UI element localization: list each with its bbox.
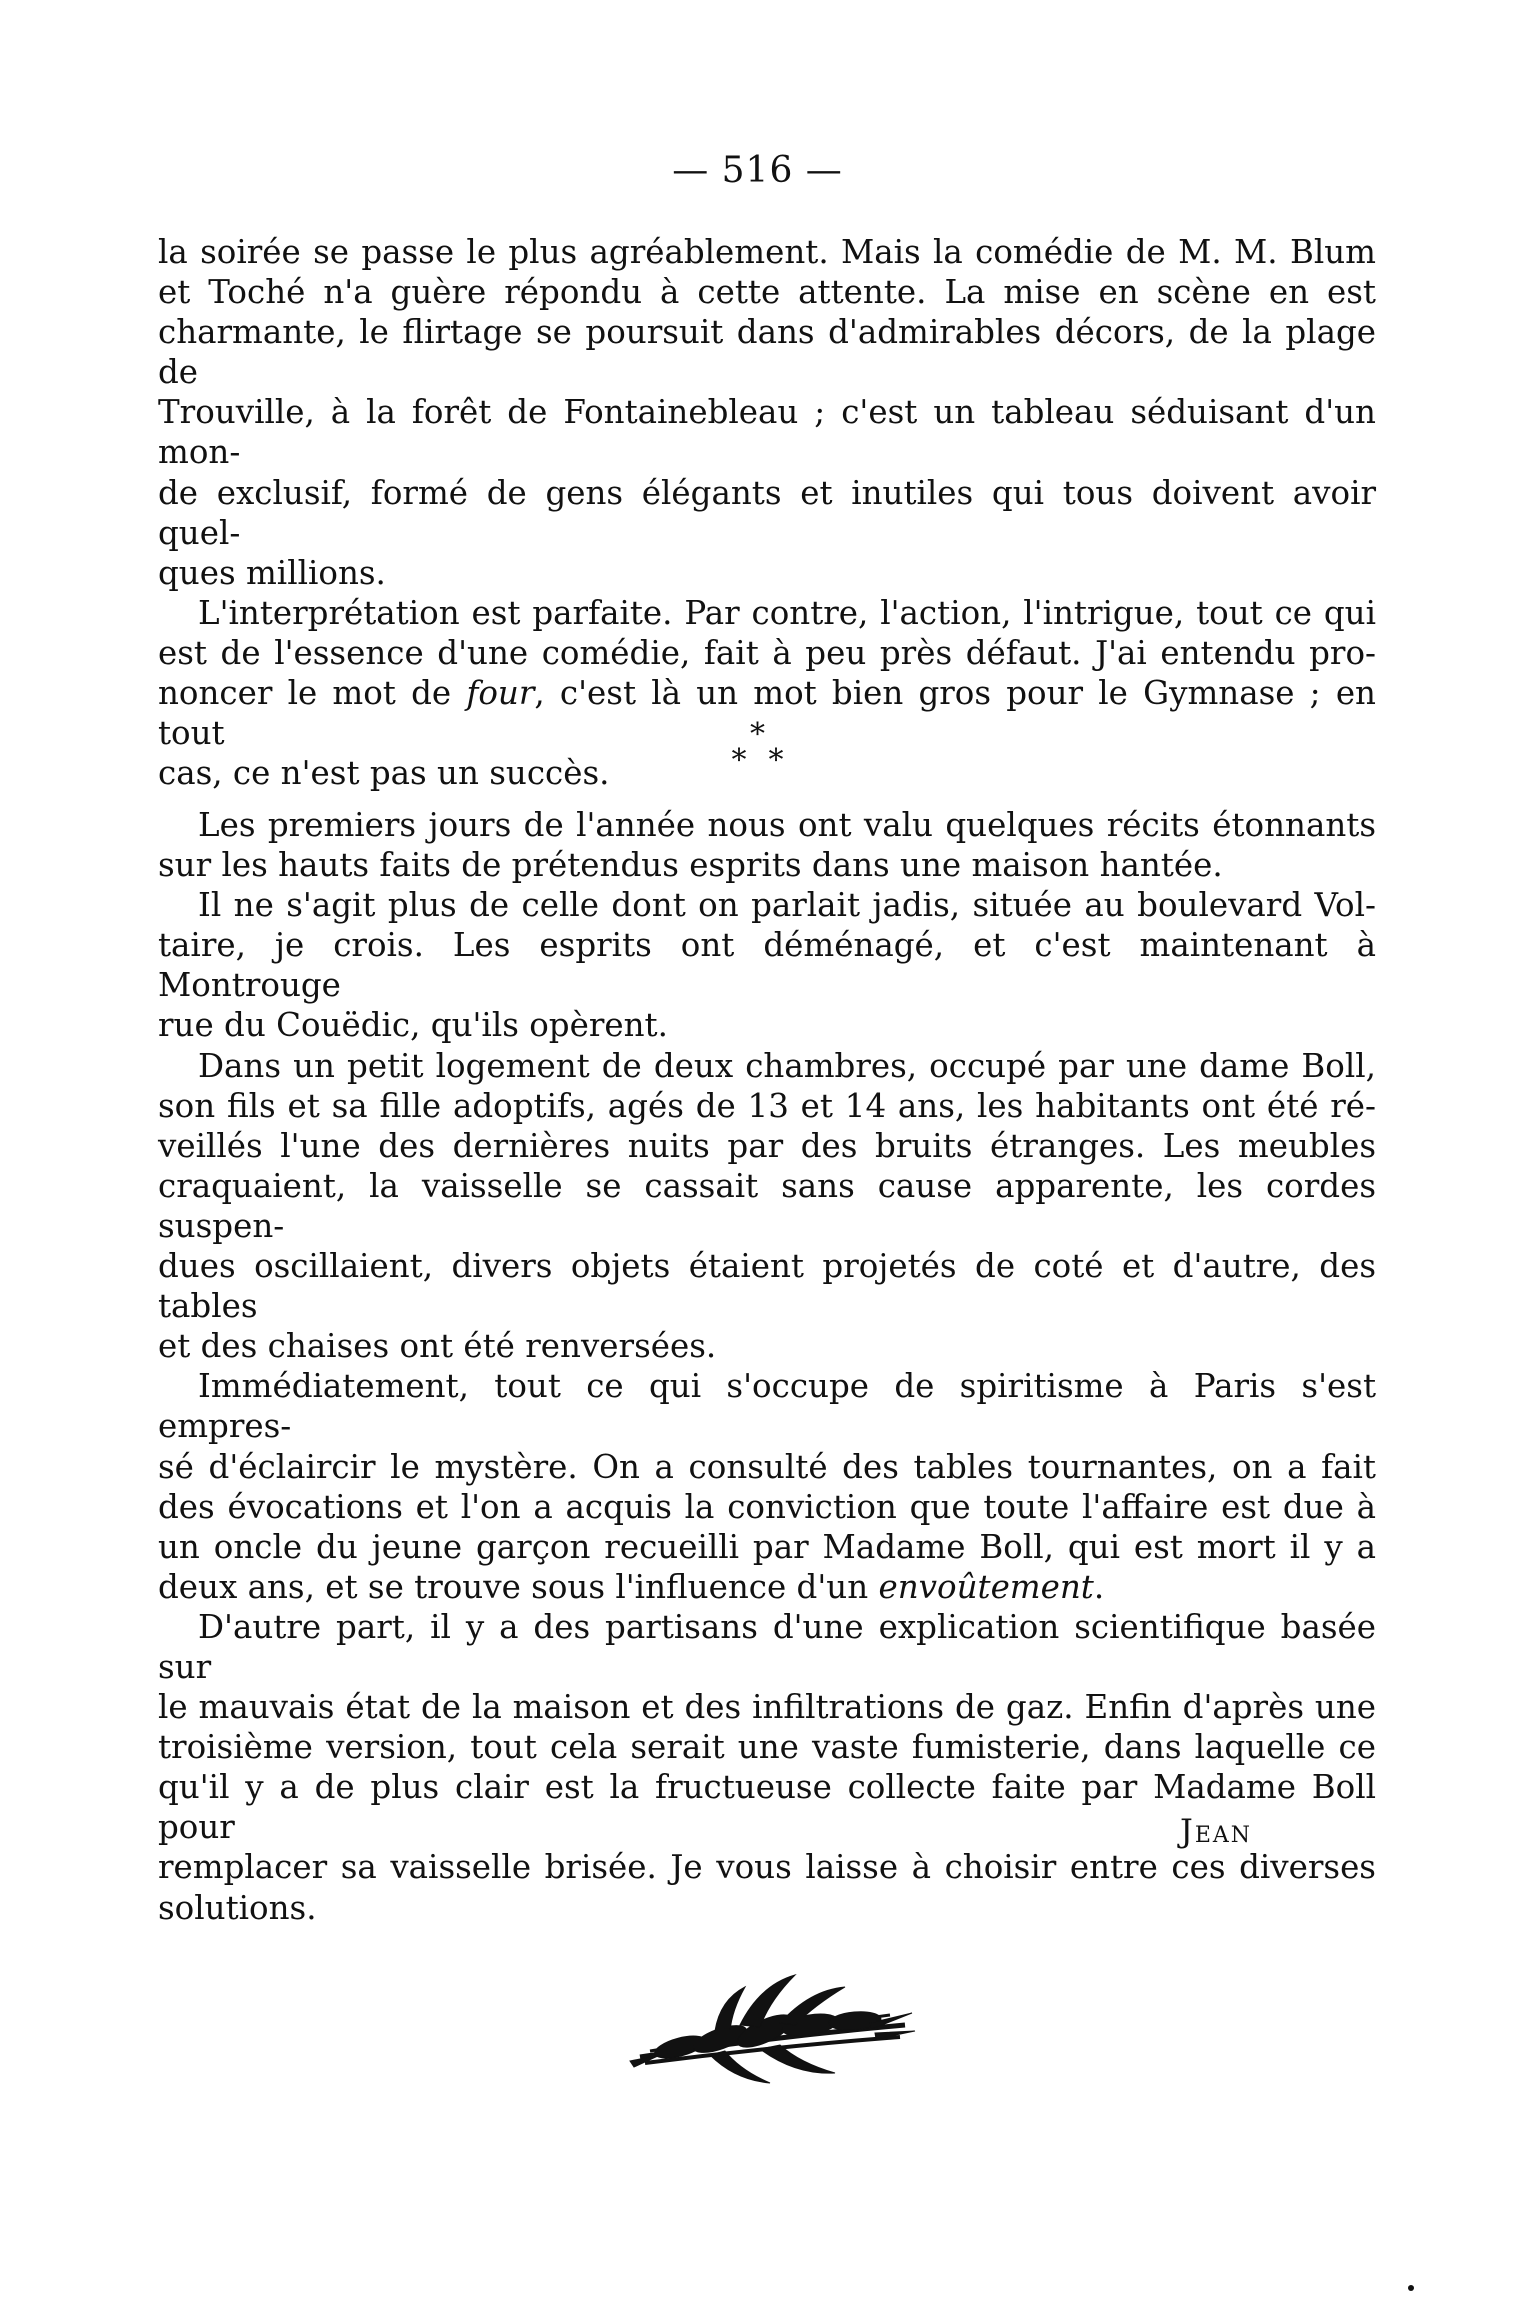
text-line: D'autre part, il y a des partisans d'une explication scientifique basée sur <box>158 1607 1376 1686</box>
text-line: un oncle du jeune garçon recueilli par Madame Boll, qui est mort il y a <box>158 1527 1376 1566</box>
text-line-with-italic <box>158 1567 1376 1607</box>
text-line: de exclusif, formé de gens élégants et inutiles qui tous doivent avoir quel- <box>158 473 1376 552</box>
paragraph-4 <box>158 885 1376 1045</box>
text-line: veillés l'une des dernières nuits par des bruits étranges. Les meubles <box>158 1126 1376 1165</box>
page-number: — 516 — <box>672 150 843 191</box>
text-line: le mauvais état de la maison et des infiltrations de gaz. Enfin d'après une <box>158 1688 1376 1727</box>
paragraph-5 <box>158 1046 1376 1367</box>
signature: Jean <box>1180 1812 1253 1850</box>
text-line: ques millions. <box>158 553 386 592</box>
text-line: des évocations et l'on a acquis la conviction que toute l'affaire est due à <box>158 1487 1376 1526</box>
text-line: et des chaises ont été renversées. <box>158 1327 717 1366</box>
text-line: taire, je crois. Les esprits ont déménagé, et c'est maintenant à Montrouge <box>158 926 1376 1005</box>
text-segment: deux ans, et se trouve sous l'influence d'un <box>158 1567 879 1606</box>
text-line: son fils et sa fille adoptifs, agés de 13 et 14 ans, les habitants ont été ré- <box>158 1086 1376 1125</box>
text-line: rue du Couëdic, qu'ils opèrent. <box>158 1006 668 1045</box>
text-line: qu'il y a de plus clair est la fructueuse collecte faite par Madame Boll pour <box>158 1768 1376 1847</box>
text-line: cas, ce n'est pas un succès. <box>158 754 610 793</box>
text-line: charmante, le flirtage se poursuit dans d'admirables décors, de la plage de <box>158 313 1376 392</box>
text-segment: , c'est là un mot bien gros pour le Gymnase ; en tout <box>158 674 1376 753</box>
text-segment: . <box>1093 1567 1105 1606</box>
text-line: la soirée se passe le plus agréablement. Mais la comédie de M. M. Blum <box>158 233 1376 271</box>
wheat-sheaf-ornament-icon <box>620 1965 920 2095</box>
asterism-separator <box>0 717 1515 778</box>
text-line: sé d'éclaircir le mystère. On a consulté des tables tournantes, on a fait <box>158 1447 1376 1486</box>
italic-word: envoûtement <box>878 1567 1094 1606</box>
paragraph-6 <box>158 1366 1376 1607</box>
text-line: Trouville, à la forêt de Fontainebleau ; c'est un tableau séduisant d'un mon- <box>158 393 1376 472</box>
text-line: est de l'essence d'une comédie, fait à peu près défaut. J'ai entendu pro- <box>158 633 1376 672</box>
text-line: craquaient, la vaisselle se cassait sans cause apparente, les cordes suspen- <box>158 1166 1376 1245</box>
text-segment: noncer le mot de <box>158 674 467 713</box>
text-line: Il ne s'agit plus de celle dont on parlait jadis, située au boulevard Vol- <box>198 886 1376 925</box>
text-line: L'interprétation est parfaite. Par contre, l'action, l'intrigue, tout ce qui <box>198 593 1376 632</box>
asterism-bottom: ** <box>731 743 806 778</box>
text-line: dues oscillaient, divers objets étaient projetés de coté et d'autre, des tables <box>158 1247 1376 1326</box>
text-line: Les premiers jours de l'année nous ont valu quelques récits étonnants <box>198 806 1376 844</box>
text-block-2 <box>158 805 1376 1928</box>
stray-mark <box>1408 2285 1414 2291</box>
text-line: et Toché n'a guère répondu à cette attente. La mise en scène en est <box>158 273 1376 312</box>
paragraph-7 <box>158 1607 1376 1928</box>
text-line: solutions. <box>158 1888 317 1927</box>
paragraph-3 <box>158 805 1376 885</box>
italic-word: four <box>466 674 535 713</box>
text-line: sur les hauts faits de prétendus esprits dans une maison hantée. <box>158 846 1223 885</box>
text-line: Immédiatement, tout ce qui s'occupe de spiritisme à Paris s'est empres- <box>158 1367 1376 1446</box>
text-line: troisième version, tout cela serait une vaste fumisterie, dans laquelle ce <box>158 1728 1376 1767</box>
text-block-1 <box>158 232 1376 793</box>
paragraph-1 <box>158 232 1376 593</box>
text-line: remplacer sa vaisselle brisée. Je vous laisse à choisir entre ces diverses <box>158 1848 1376 1887</box>
asterism-top: * <box>750 717 765 752</box>
text-line: Dans un petit logement de deux chambres, occupé par une dame Boll, <box>198 1046 1376 1085</box>
